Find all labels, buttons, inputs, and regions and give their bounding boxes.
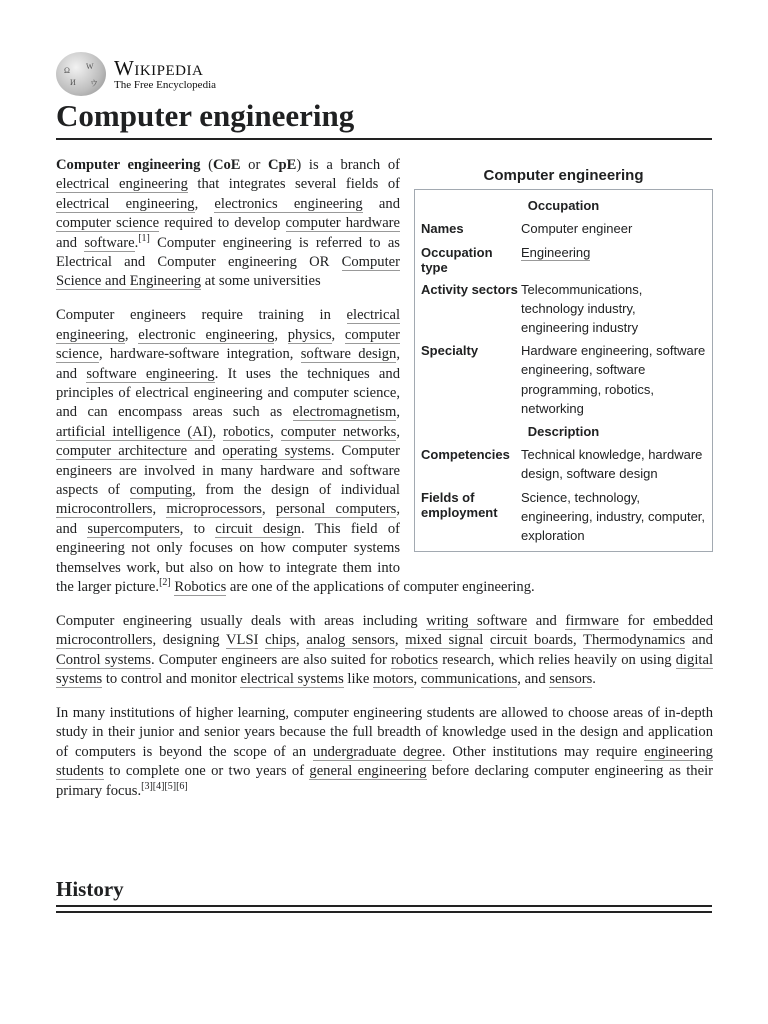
article-link[interactable]: electrical engineering bbox=[56, 195, 195, 212]
infobox-section-heading: Description bbox=[527, 424, 600, 440]
infobox-section-heading: Occupation bbox=[527, 198, 600, 214]
infobox-row bbox=[421, 241, 706, 278]
infobox-value-text: Technical knowledge, hardware design, software design bbox=[521, 447, 703, 482]
text: and bbox=[187, 443, 223, 460]
infobox-table bbox=[414, 189, 713, 552]
article-link[interactable]: digital systems bbox=[56, 651, 713, 688]
section-divider bbox=[56, 911, 712, 913]
text: before declaring computer engineering as their primary focus. bbox=[56, 763, 713, 799]
text: , bbox=[124, 326, 139, 343]
article-link[interactable]: software design bbox=[300, 346, 397, 363]
text: . bbox=[592, 671, 596, 688]
article-link[interactable]: computer science bbox=[56, 215, 160, 232]
text: , bbox=[413, 671, 421, 688]
article-link[interactable]: mixed signal bbox=[405, 632, 484, 649]
text: . Computer engineers are involved in many hardware and software aspects of bbox=[56, 443, 400, 498]
text: , bbox=[396, 423, 401, 440]
infobox-label: Names bbox=[421, 221, 464, 237]
article-link[interactable]: personal computers bbox=[275, 501, 397, 518]
infobox-label: Specialty bbox=[421, 343, 479, 359]
infobox-row bbox=[421, 486, 706, 548]
infobox-label: Fields of employment bbox=[421, 489, 498, 521]
article-link[interactable]: electronics engineering bbox=[214, 195, 363, 212]
article-link[interactable]: computer hardware bbox=[285, 215, 401, 232]
text: , to bbox=[179, 520, 216, 537]
article-link[interactable]: physics bbox=[287, 326, 332, 343]
text: Computer engineering usually deals with areas including bbox=[56, 612, 427, 629]
text: , and bbox=[56, 501, 401, 537]
text: , bbox=[572, 632, 584, 649]
site-name: Wikipedia bbox=[114, 56, 204, 80]
paragraph bbox=[56, 612, 713, 690]
text: like bbox=[343, 671, 373, 688]
article-link[interactable]: software engineering bbox=[86, 365, 215, 382]
text: . Computer engineers are also suited for bbox=[150, 651, 392, 668]
article-link[interactable]: embedded microcontrollers bbox=[56, 612, 713, 649]
text: required to develop bbox=[159, 215, 286, 232]
article-link[interactable]: Robotics bbox=[174, 579, 227, 596]
text: and bbox=[685, 632, 713, 649]
site-tagline: The Free Encyclopedia bbox=[114, 79, 217, 91]
section-heading-history: History bbox=[56, 876, 712, 907]
bold-term: CpE bbox=[268, 157, 297, 173]
article-link[interactable]: operating systems bbox=[222, 443, 331, 460]
article-link[interactable]: computer networks bbox=[280, 423, 397, 440]
infobox-value bbox=[521, 219, 706, 238]
text: , bbox=[396, 404, 400, 421]
text: , bbox=[274, 326, 288, 343]
article-link[interactable]: Computer Science and Engineering bbox=[56, 254, 400, 290]
infobox-value bbox=[521, 243, 706, 276]
article-link[interactable]: chips bbox=[265, 632, 296, 649]
article-link[interactable]: computer science bbox=[56, 326, 400, 363]
text: at some universities bbox=[201, 273, 321, 290]
text: , bbox=[394, 632, 406, 649]
infobox-row bbox=[421, 339, 706, 420]
article-link[interactable]: firmware bbox=[565, 612, 619, 629]
article-link[interactable]: Thermodynamics bbox=[583, 632, 686, 649]
text: , bbox=[152, 501, 167, 518]
article-link[interactable]: robotics bbox=[391, 651, 439, 668]
text: ( bbox=[200, 157, 213, 173]
text: , bbox=[295, 632, 307, 649]
article-link[interactable]: motors bbox=[372, 671, 414, 688]
infobox-row bbox=[421, 443, 706, 485]
infobox bbox=[414, 156, 713, 552]
text: Computer engineers require training in bbox=[56, 307, 347, 324]
text: or bbox=[240, 157, 269, 173]
text: research, which relies heavily on using bbox=[438, 651, 676, 668]
text: Computer engineering is referred to as Electrical and Computer engineering OR bbox=[56, 234, 400, 271]
infobox-title: Computer engineering bbox=[483, 167, 644, 184]
text: , bbox=[331, 326, 345, 343]
article-link[interactable]: electrical systems bbox=[240, 671, 344, 688]
article-link[interactable]: computer architecture bbox=[56, 443, 188, 460]
bold-term: CoE bbox=[212, 157, 241, 173]
infobox-link[interactable]: Engineering bbox=[521, 244, 591, 260]
article-link[interactable]: electrical engineering bbox=[56, 307, 400, 343]
text: , bbox=[212, 423, 224, 440]
wikipedia-logo[interactable] bbox=[56, 54, 216, 94]
text: , hardware-software integration, bbox=[98, 346, 301, 363]
article-link[interactable]: writing software bbox=[426, 612, 528, 629]
article-link[interactable]: sensors bbox=[549, 671, 593, 688]
article-link[interactable]: electronic engineering bbox=[138, 326, 275, 343]
infobox-row bbox=[421, 217, 706, 240]
text: , bbox=[270, 423, 281, 440]
infobox-value bbox=[521, 280, 706, 338]
infobox-label: Occupation type bbox=[421, 244, 493, 276]
text: , and bbox=[517, 671, 550, 688]
text: and bbox=[527, 612, 566, 629]
infobox-value-text: Hardware engineering, software engineering, software programming, robotics, networking bbox=[521, 343, 706, 416]
article-link[interactable]: VLSI bbox=[226, 632, 259, 649]
infobox-value bbox=[521, 488, 706, 546]
article-link[interactable]: computing bbox=[129, 482, 193, 498]
text: are one of the applications of computer engineering. bbox=[226, 579, 535, 596]
text: and bbox=[362, 195, 400, 212]
text: for bbox=[618, 612, 654, 629]
text: , from the design of individual bbox=[192, 482, 400, 498]
infobox-value bbox=[521, 445, 706, 483]
citation-reference[interactable]: [2] bbox=[159, 577, 171, 589]
citation-reference[interactable]: [3][4][5][6] bbox=[141, 780, 188, 792]
infobox-label: Activity sectors bbox=[421, 281, 518, 297]
text: , bbox=[194, 195, 215, 212]
article-link[interactable]: circuit design bbox=[215, 520, 301, 537]
citation-reference[interactable]: [1] bbox=[138, 232, 150, 244]
bold-term: Computer engineering bbox=[56, 157, 201, 173]
text: , and bbox=[56, 346, 401, 382]
text: that integrates several fields of bbox=[187, 176, 400, 193]
article-link[interactable]: software bbox=[84, 234, 135, 251]
infobox-value-text: Telecommunications, technology industry, engineering industry bbox=[521, 281, 643, 336]
article-link[interactable]: artificial intelligence (AI) bbox=[56, 423, 213, 440]
article-body bbox=[56, 156, 713, 816]
text: . This field of engineering not only focuses on how computer systems themselves work, but also on how to integrate them into the larger picture. bbox=[56, 520, 400, 596]
text: . bbox=[134, 234, 139, 251]
article-link[interactable]: microprocessors bbox=[166, 501, 262, 518]
wikipedia-globe-icon: Ω W И ウ bbox=[56, 52, 106, 96]
text: In many institutions of higher learning, computer engineering students are allowed to choose areas of in-depth study in their junior and senior years because the full breadth of knowledge used in the design and application of computers is beyond the scope of an bbox=[56, 705, 713, 760]
article-link[interactable]: communications bbox=[420, 671, 518, 688]
article-link[interactable]: robotics bbox=[223, 423, 271, 440]
text: to control and monitor bbox=[102, 671, 241, 688]
article-link[interactable]: electrical engineering bbox=[56, 176, 188, 193]
article-link[interactable]: circuit boards bbox=[490, 632, 573, 649]
article-link[interactable]: general engineering bbox=[309, 763, 427, 780]
text: ) is a branch of bbox=[296, 157, 400, 173]
text: , designing bbox=[152, 632, 227, 649]
paragraph bbox=[56, 704, 713, 801]
article-link[interactable]: electromagnetism bbox=[292, 404, 397, 421]
article-link[interactable]: engineering students bbox=[56, 743, 713, 780]
infobox-value bbox=[521, 341, 706, 418]
page-title: Computer engineering bbox=[56, 96, 712, 140]
text: and bbox=[56, 234, 85, 251]
article-link[interactable]: undergraduate degree bbox=[313, 743, 442, 760]
text: . Other institutions may require bbox=[441, 743, 645, 760]
text: , bbox=[262, 501, 276, 518]
article-link[interactable]: microcontrollers bbox=[56, 501, 153, 518]
article-link[interactable]: supercomputers bbox=[87, 520, 180, 537]
infobox-value-text: Science, technology, engineering, industry, computer, exploration bbox=[521, 489, 706, 544]
infobox-label: Competencies bbox=[421, 447, 510, 463]
infobox-row bbox=[421, 278, 706, 340]
article-link[interactable]: analog sensors bbox=[306, 632, 395, 649]
infobox-value-text: Computer engineer bbox=[521, 221, 633, 237]
article-link[interactable]: Control systems bbox=[56, 651, 151, 668]
text: to complete one or two years of bbox=[103, 763, 310, 780]
text: . It uses the techniques and principles of electrical engineering and computer science, and can encompass areas such as bbox=[56, 365, 400, 421]
